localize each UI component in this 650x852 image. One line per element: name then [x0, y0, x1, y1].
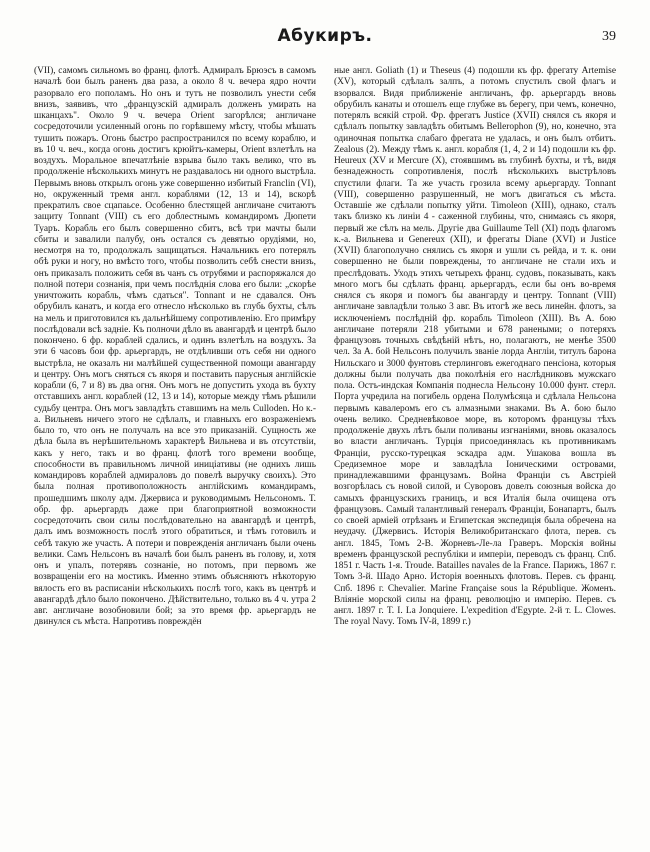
two-column-body — [34, 66, 616, 629]
page-title: Абукиръ. — [277, 26, 373, 46]
page-header — [34, 26, 616, 56]
paragraph: ные англ. Goliath (1) и Theseus (4) подошли къ фр. фрегату Artemise (XV), который сдѣлалъ залпъ, а потомъ спустилъ свой флагъ и взорвался. Видя приближеніе англичанъ, фр. арьергардъ вновь обрубилъ канаты и отошелъ еще глубже въ берегу, при чемъ, конечно, потерялъ всякій строй. Фр. фрегатъ Justice (XVII) снялся съ якоря и сдѣлалъ попытку завладѣть обитымъ Bellerophon (9), но, конечно, эта одиночная попытка слабаго фрегата не удалась, и онъ былъ отбитъ. Zealous (2). Между тѣмъ к. англ. корабля (1, 4, 2 и 14) подошли къ фр. Heureux (XV и Mercure (X), стоявшимъ въ глубинѣ бухты, и тѣ, видя безнадежность сопротивленія, послѣ нѣсколькихъ выстрѣловъ спустили флаги. Та же участь грозила всему арьергарду. Tonnant (VIII), совершенно разрушенный, не могъ двигаться съ мѣста. Оставшіе же сдѣлали попытку уйти. Timoleon (XIII), однако, сталъ такъ близко къ линіи 4 - саженной глубины, что, снимаясь съ якоря, первый же сѣлъ на мель. Другіе два Guillaume Tell (XI) подъ флагомъ к.-а. Вильнева и Genereux (XII), и фрегаты Diane (XVI) и Justice (XVII) благополучно снялись съ якоря и ушли съ рейда, и т. к. они совершенно не были повреждены, то англичане не стали ихъ и преслѣдовать. Уходъ этихъ четырехъ франц. судовъ, показывать, какъ много могъ бы сдѣлать франц. арьергардъ, если бы онъ во-время снялся съ якоря и помогъ бы авангарду и центру. Tonnant (VIII) англичане завладѣли только 3 авг. Въ итогѣ же весь линейн. флотъ, за исключеніемъ послѣдній фр. корабль Timoleon (XIII). Въ А. бою англичане потеряли 218 убитыми и 678 ранеными; о потеряхъ французовъ точныхъ свѣдѣній нѣтъ, но, полагаютъ, не менѣе 3500 чел. За А. бой Нельсонъ получилъ званіе лорда Англіи, титулъ барона Нильскаго и 3000 фунтовъ стерлинговъ ежегоднаго пенсіона, которыя должны были получать два поколѣнія его наслѣдниковъ мужскаго пола. Остъ-индская Компанія поднесла Нельсону 10.000 фунт. стерл. Порта учредила на погибель ордена Полумѣсяца и сдѣлала Нельсона первымъ кавалеромъ его съ алмазными знаками. Въ А. бою было очень велико. Средневѣковое море, въ которомъ французы тѣхъ продолженіе двухъ лѣтъ были поливаны изгнаніями, вновь оказалось во власти англичанъ. Турція присоединялась къ противникамъ Франціи, русско-турецкая эскадра адм. Ушакова вошла въ Средиземное море и завладѣла Іоническими островами, принадлежавшими французамъ. Война Франціи съ Австріей возгорѣлась съ новой силой, и Суворовъ довелъ союзныя войска до самыхъ французскихъ границъ, и вся Италія была очищена отъ французовъ. Самый талантливый генералъ Франціи, Бонапартъ, былъ со своей арміей отрѣзанъ и Египетская экспедиція была обречена на неудачу. (Джервисъ. Исторія Великобританскаго флота, перев. съ англ. 1845, Томъ 2-В. Жорневъ-Ле-ла Граверъ. Морскія войны временъ французской республіки и имперіи, переводъ съ франц. Спб. 1851 г. Часть 1-я. Troude. Batailles navales de la France. Парижъ, 1867 г. Томъ 3-й. Шадо Арно. Исторія военныхъ флотовъ. Перев. съ франц. Спб. 1896 г. Chevalier. Marine Française sous la République. Жоменъ. Вліяніе морской силы на франц. революцію и имперію. Перев. съ англ. 1897 г. Т. I. La Jonquiere. L'expedition d'Egypte. 2-й т. L. Clowes. The royal Navy. Томъ IV-й, 1899 г.) — [334, 66, 616, 628]
page-number: 39 — [602, 29, 616, 44]
right-column — [334, 66, 616, 629]
left-column — [34, 66, 316, 629]
paragraph: (VII), самомъ сильномъ во франц. флотѣ. Адмиралъ Брюэсъ в самомъ началѣ бои былъ раненъ два раза, а около 8 ч. вечера ядро ночти разорвало его пополамъ. Но онъ и тутъ не позволилъ унести себя внизъ, заявивъ, что „французскій адмиралъ долженъ умирать на шканцахъ". Около 9 ч. вечера Orient загорѣлся; англичане сосредоточили усиленный огонь по горѣвшему мѣсту, чтобы мѣшать тушить пожаръ. Огонь быстро распространился по всему кораблю, и въ 10 ч. веч., когда огонь достигъ крюйтъ-камеры, Orient взлетѣлъ на воздухъ. Моральное впечатлѣніе взрыва было такъ велико, что въ продолженіе нѣсколькихъ минутъ не раздавалось ни одного выстрѣла. Первымъ вновь открылъ огонь уже совершенно избитый Franclin (VI), но, окруженный тремя англ. кораблями (12, 13 и 14), вскорѣ прекратилъ свое сцапаьсе. Особенно блестящей англичане считаютъ защиту Tonnant (VIII) съ его доблестнымъ командиромъ Дюпети Туаръ. Корабль его былъ совершенно сбитъ, всѣ три мачты были сбиты и завалили палубу, онъ остался съ девятью орудіями, но, несмотря на то, продолжалъ защищаться. Начальникъ его потерялъ обѣ руки и ногу, но вмѣсто того, чтобы позволить себѣ снести внизъ, онъ приказалъ положить себя въ чанъ съ отрубями и распоряжался до полной потери сознанія, при чемъ послѣднія слова его были: „скорѣе уничтожить корабль, чѣмъ сдаться". Tonnant и не сдавался. Онъ обрубилъ канатъ, и когда его отнесло нѣсколько въ глубь бухты, сѣлъ на мель и приготовился къ дальнѣйшему сопротивленію. Его примѣру послѣдовали всѣ задніе. Къ полночи дѣло въ авангардѣ и центрѣ было покончено. 6 фр. кораблей сдались, и одинъ взлетѣлъ на воздухъ. За эти 6 часовъ бои фр. арьергардъ, не отдѣливши отъ себя ни одного выстрѣла, не оказалъ ни малѣйшей существенной помощи авангарду и центру. Онъ могъ сняться съ якоря и поставить парусныя англійскіе корабли (6, 7 и 8) въ два огня. Онъ могъ не допустить ухода въ бухту отставшихъ англ. кораблей (12, 13 и 14), которые между тѣмъ рѣшили судьбу центра. Онъ могъ завладѣть ставшимъ на мель Culloden. Но к.-а. Вильневъ ничего этого не сдѣлалъ, и главныхъ его возраженіемъ было то, что онъ не получалъ на все это приказаній. Сущность же дѣла была въ нерѣшительномъ характерѣ Вильнева и въ отсутствіи, какъ у него, такъ и во франц. флотѣ того времени вообще, способности въ правильномъ личной иниціативы (не однихъ лишь командировъ кораблей адмираловъ до повелѣ выручку своихъ). Это была полная противоположность англійскимъ командирамъ, прошедшимъ школу адм. Джервиса и руководимымъ Нельсономъ. Т. обр. фр. арьергардъ даже при благоприятной возможности сосредоточить свои силы послѣдовательно на авангардѣ и центрѣ, далъ имъ возможность послѣ этого обратиться, и тѣмъ готовилъ и себѣ такую же участь. А потери и поврежденія англичанъ были очень велики. Самъ Нельсонъ въ началѣ бои былъ раненъ въ голову, и, хотя онъ и упалъ, потерявъ сознаніе, но потомъ, при первомъ же возвращеніи его на мостикъ. Именно этимъ объясняютъ нѣкоторую вялость его въ расписаніи нѣсколькихъ послѣ того, какъ въ центрѣ и авангардѣ дѣло было покончено. Дѣйствительно, только въ 4 ч. утра 2 авг. англичане возобновили бой; за это время фр. арьергардъ не двинулся съ мѣста. Напротивъ повреждён — [34, 66, 317, 628]
